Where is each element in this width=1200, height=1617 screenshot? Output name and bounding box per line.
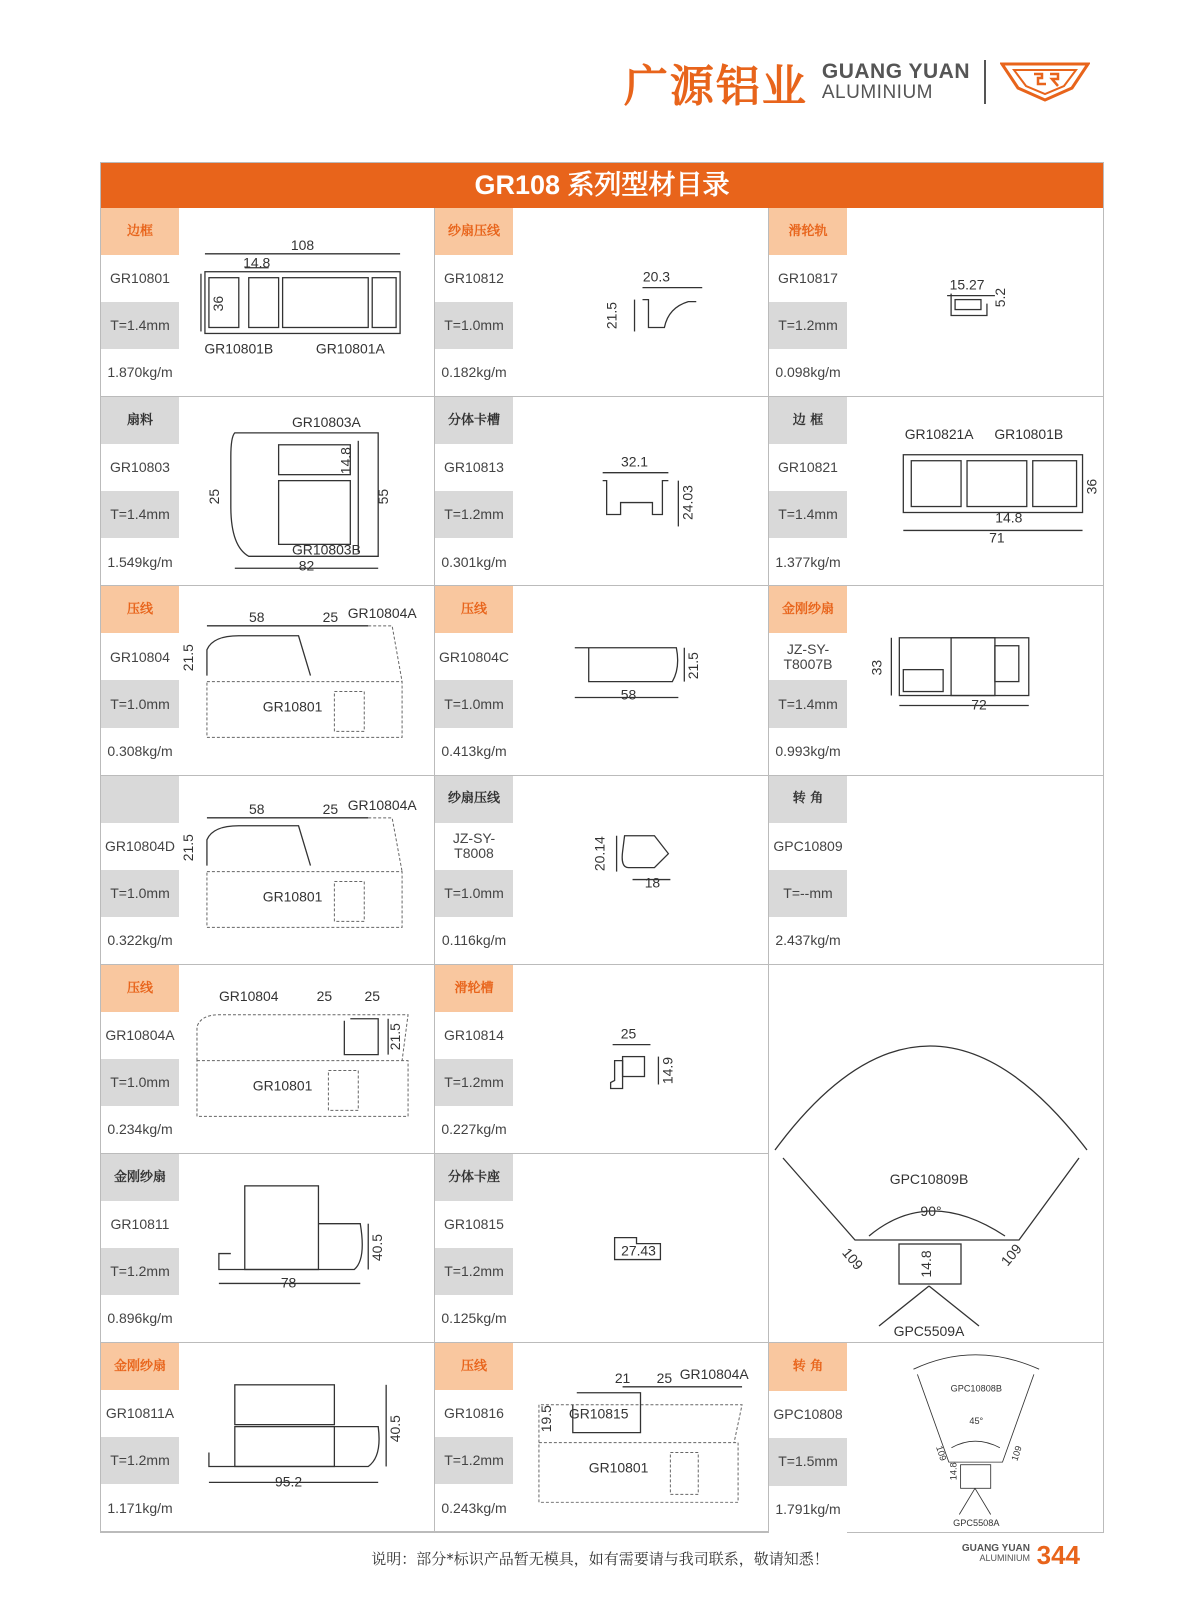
profile-drawing-svg [179, 1154, 434, 1342]
dimension-label: GPC5509A [893, 1322, 965, 1339]
dimension-label: 25 [322, 800, 339, 817]
profile-code: GR10811A [101, 1390, 179, 1437]
profile-drawing-svg [513, 965, 768, 1153]
profile-category: 压线 [101, 586, 179, 633]
footer-brand-line2: ALUMINIUM [979, 1553, 1030, 1563]
profile-info [769, 1343, 847, 1533]
profile-cell [101, 1343, 435, 1532]
dimension-label: 40.5 [387, 1415, 404, 1443]
brand-header [624, 52, 1090, 112]
dimension-label: 21.5 [685, 652, 702, 680]
profile-thickness: T=1.2mm [435, 491, 513, 538]
profile-cell [769, 586, 1103, 775]
dimension-label: 21.5 [179, 644, 196, 672]
dimension-label: 14.8 [243, 254, 271, 271]
profile-thickness: T=1.4mm [101, 491, 179, 538]
brand-name-cn: 广源铝业 [623, 61, 808, 112]
dimension-label: 109 [1009, 1444, 1024, 1463]
profile-thickness: T=1.2mm [101, 1248, 179, 1295]
profile-code: GR10812 [435, 255, 513, 302]
brand-logo-icon [1000, 60, 1090, 104]
profile-info [101, 1154, 179, 1342]
dimension-label: 25 [656, 1370, 673, 1387]
profile-category: 纱扇压线 [435, 776, 513, 823]
profile-category: 转 角 [769, 776, 847, 823]
profile-cell [435, 1343, 769, 1532]
profile-drawing [847, 1343, 1103, 1533]
dimension-label: 20.3 [642, 268, 670, 285]
dimension-label: 25 [620, 1025, 637, 1042]
dimension-label: GR10801A [315, 340, 385, 357]
dimension-label: 25 [364, 987, 380, 1004]
dimension-label: 95.2 [275, 1473, 303, 1490]
profile-code: GR10821 [769, 444, 847, 491]
profile-cell [101, 397, 435, 586]
profile-category: 金刚纱扇 [101, 1154, 179, 1201]
profile-category: 扇料 [101, 397, 179, 444]
dimension-label: 108 [290, 236, 315, 253]
profile-thickness: T=1.2mm [769, 302, 847, 349]
footer-brand-line1: GUANG YUAN [961, 1543, 1030, 1554]
profile-thickness: T=1.0mm [435, 680, 513, 727]
profile-thickness: T=1.5mm [769, 1438, 847, 1485]
brand-name-en-line2: ALUMINIUM [821, 82, 933, 104]
dimension-label: 18 [644, 874, 661, 891]
profile-cell [101, 776, 435, 965]
profile-info [101, 1343, 179, 1531]
catalog-grid [101, 208, 1103, 1533]
profile-code: GPC10808 [769, 1391, 847, 1438]
dimension-label: 14.8 [995, 509, 1023, 526]
dimension-label: 78 [280, 1274, 297, 1291]
profile-cell [435, 1154, 769, 1343]
profile-weight: 1.377kg/m [769, 538, 847, 585]
profile-cell [435, 586, 769, 775]
profile-drawing-svg [513, 1343, 768, 1531]
profile-category: 金刚纱扇 [101, 1343, 179, 1390]
dimension-label: 58 [248, 800, 265, 817]
profile-thickness: T=1.0mm [101, 1059, 179, 1106]
profile-category: 压线 [435, 1343, 513, 1390]
profile-category: 分体卡座 [435, 1154, 513, 1201]
profile-info [435, 776, 513, 964]
profile-code: GR10814 [435, 1012, 513, 1059]
profile-code: GR10803 [101, 444, 179, 491]
profile-thickness: T=1.4mm [769, 680, 847, 727]
profile-thickness: T=--mm [769, 870, 847, 917]
profile-thickness: T=1.0mm [101, 870, 179, 917]
profile-drawing [847, 586, 1103, 774]
dimension-label: 72 [971, 696, 987, 713]
profile-cell [435, 208, 769, 397]
profile-weight: 2.437kg/m [769, 917, 847, 964]
profile-drawing [179, 208, 434, 396]
profile-info [101, 208, 179, 396]
profile-drawing [513, 208, 768, 396]
profile-thickness: T=1.2mm [435, 1059, 513, 1106]
profile-weight: 0.098kg/m [769, 349, 847, 396]
dimension-label: 71 [989, 529, 1005, 546]
profile-drawing-svg [179, 965, 434, 1153]
brand-name-en [822, 61, 970, 103]
profile-thickness: T=1.0mm [101, 680, 179, 727]
dimension-label: 27.43 [621, 1242, 656, 1259]
dimension-label: 21.5 [603, 301, 620, 330]
dimension-label: 24.03 [679, 485, 696, 521]
corner-90-drawing [769, 776, 1103, 1344]
profile-thickness: T=1.2mm [435, 1437, 513, 1484]
dimension-label: 55 [375, 489, 392, 505]
dimension-label: 20.14 [591, 835, 608, 871]
profile-code: GR10801 [101, 255, 179, 302]
profile-thickness: T=1.2mm [435, 1248, 513, 1295]
dimension-label: 82 [298, 557, 315, 574]
dimension-label: GPC5508A [953, 1518, 1000, 1529]
dimension-label: 14.8 [337, 447, 354, 475]
dimension-label: GPC10808B [950, 1383, 1003, 1394]
profile-category: 纱扇压线 [435, 208, 513, 255]
profile-code: GR10817 [769, 255, 847, 302]
profile-code: JZ-SY-T8008 [435, 823, 513, 870]
dimension-label: 45° [969, 1416, 984, 1427]
profile-drawing [847, 208, 1103, 396]
profile-weight: 0.234kg/m [101, 1106, 179, 1153]
footer-brand [962, 1544, 1030, 1563]
dimension-label: 25 [322, 609, 339, 626]
profile-drawing [179, 586, 434, 774]
dimension-label: 40.5 [369, 1234, 386, 1262]
profile-code: GR10804A [101, 1012, 179, 1059]
profile-thickness: T=1.4mm [769, 491, 847, 538]
corner-45-drawing [847, 1343, 1103, 1533]
profile-drawing-svg [179, 776, 434, 964]
profile-info [101, 397, 179, 585]
dimension-label: GR10821A [904, 426, 974, 443]
profile-info [435, 965, 513, 1153]
dimension-label: GR10804A [347, 605, 417, 622]
page-number: 344 [1036, 1540, 1080, 1570]
profile-thickness: T=1.0mm [435, 870, 513, 917]
profile-drawing [179, 397, 434, 585]
corner-45-cell [769, 1343, 1103, 1533]
profile-drawing [179, 776, 434, 964]
profile-drawing [179, 1154, 434, 1342]
dimension-label: GPC10809B [889, 1170, 969, 1187]
dimension-label: GR10801 [262, 698, 323, 715]
profile-drawing [513, 776, 768, 964]
profile-drawing-svg [179, 208, 434, 396]
dimension-label: 21 [614, 1370, 631, 1387]
profile-category: 转 角 [769, 1343, 847, 1390]
dimension-label: 21.5 [179, 833, 196, 861]
profile-weight: 1.171kg/m [101, 1484, 179, 1531]
dimension-label: GR10803B [291, 541, 361, 558]
profile-thickness: T=1.2mm [101, 1437, 179, 1484]
profile-category: 分体卡槽 [435, 397, 513, 444]
dimension-label: GR10801B [204, 340, 274, 357]
dimension-label: 90° [920, 1202, 942, 1219]
dimension-label: 32.1 [620, 453, 649, 470]
profile-cell [769, 397, 1103, 586]
profile-drawing [513, 397, 768, 585]
profile-weight: 0.182kg/m [435, 349, 513, 396]
dimension-label: 25 [205, 489, 222, 505]
profile-weight: 0.301kg/m [435, 538, 513, 585]
dimension-label: 14.9 [659, 1056, 676, 1084]
profile-weight: 1.549kg/m [101, 538, 179, 585]
dimension-label: 33 [868, 660, 885, 676]
profile-weight: 0.125kg/m [435, 1295, 513, 1342]
profile-category: 滑轮槽 [435, 965, 513, 1012]
profile-weight: 0.993kg/m [769, 728, 847, 775]
profile-weight: 0.308kg/m [101, 728, 179, 775]
dimension-label: 19.5 [537, 1405, 554, 1433]
profile-weight: 1.870kg/m [101, 349, 179, 396]
profile-cell [435, 965, 769, 1154]
profile-info [101, 965, 179, 1153]
profile-code: GR10813 [435, 444, 513, 491]
dimension-label: GR10804A [347, 796, 417, 813]
dimension-label: GR10815 [568, 1405, 629, 1422]
profile-drawing [179, 1343, 434, 1531]
profile-drawing-svg [513, 586, 768, 774]
profile-drawing-svg [179, 1343, 434, 1531]
dimension-label: GR10801 [252, 1077, 313, 1094]
profile-category: 金刚纱扇 [769, 586, 847, 633]
profile-cell [101, 965, 435, 1154]
dimension-label: 21.5 [387, 1022, 404, 1051]
profile-weight: 0.116kg/m [435, 917, 513, 964]
catalog-title: GR108 系列型材目录 [101, 163, 1103, 208]
profile-drawing [513, 586, 768, 774]
profile-info [435, 208, 513, 396]
footer-note: 说明：部分*标识产品暂无模具，如有需要请与我司联系，敬请知悉！ [371, 1550, 829, 1568]
profile-code: GR10816 [435, 1390, 513, 1437]
profile-category: 滑轮轨 [769, 208, 847, 255]
profile-drawing [513, 1343, 768, 1531]
profile-code: GPC10809 [769, 823, 847, 870]
profile-code: JZ-SY-T8007B [769, 633, 847, 680]
profile-drawing-svg [513, 397, 768, 585]
profile-cell [435, 776, 769, 965]
profile-category: 压线 [101, 965, 179, 1012]
dimension-label: GR10803A [291, 414, 361, 431]
profile-info [435, 397, 513, 585]
profile-drawing [513, 1154, 768, 1342]
profile-cell [101, 208, 435, 397]
profile-thickness: T=1.4mm [101, 302, 179, 349]
dimension-label: 109 [839, 1244, 867, 1273]
dimension-label: 58 [248, 609, 265, 626]
profile-code: GR10804 [101, 633, 179, 680]
profile-drawing [847, 397, 1103, 585]
profile-category: 压线 [435, 586, 513, 633]
profile-info [435, 1154, 513, 1342]
profile-drawing [179, 965, 434, 1153]
profile-category: 边 框 [769, 397, 847, 444]
dimension-label: GR10804 [218, 987, 279, 1004]
profile-code: GR10815 [435, 1201, 513, 1248]
dimension-label: 14.8 [918, 1249, 934, 1278]
dimension-label: 109 [997, 1240, 1025, 1269]
dimension-label: 36 [1083, 479, 1100, 495]
profile-drawing-svg [847, 586, 1103, 774]
profile-weight: 0.413kg/m [435, 728, 513, 775]
profile-cell [769, 208, 1103, 397]
brand-name-en-line1: GUANG YUAN [821, 60, 970, 83]
dimension-label: 25 [316, 987, 333, 1004]
profile-weight: 0.322kg/m [101, 917, 179, 964]
profile-info [101, 776, 179, 964]
dimension-label: GR10801 [262, 888, 323, 905]
dimension-label: 109 [934, 1444, 949, 1463]
profile-category [101, 776, 179, 823]
dimension-label: 14.8 [948, 1462, 959, 1481]
profile-drawing-svg [847, 397, 1103, 585]
profile-info [435, 1343, 513, 1531]
dimension-label: 36 [209, 295, 226, 312]
brand-divider [984, 60, 986, 104]
profile-weight: 1.791kg/m [769, 1486, 847, 1533]
profile-drawing-svg [179, 586, 434, 774]
dimension-label: GR10801 [588, 1459, 649, 1476]
profile-cell [101, 1154, 435, 1343]
profile-drawing [513, 965, 768, 1153]
profile-info [769, 208, 847, 396]
profile-category: 边框 [101, 208, 179, 255]
dimension-label: GR10801B [994, 426, 1064, 443]
profile-cell [435, 397, 769, 586]
catalog-table [100, 162, 1104, 1533]
profile-info [435, 586, 513, 774]
profile-weight: 0.243kg/m [435, 1484, 513, 1531]
profile-cell [101, 586, 435, 775]
dimension-label: 58 [620, 686, 637, 703]
profile-drawing-svg [513, 208, 768, 396]
dimension-label: GR10804A [679, 1366, 749, 1383]
profile-drawing-svg [847, 208, 1103, 396]
profile-weight: 0.227kg/m [435, 1106, 513, 1153]
profile-drawing-svg [513, 776, 768, 964]
profile-weight: 0.896kg/m [101, 1295, 179, 1342]
profile-drawing-svg [179, 397, 434, 585]
profile-thickness: T=1.0mm [435, 302, 513, 349]
profile-info [101, 586, 179, 774]
profile-info [769, 586, 847, 774]
dimension-label: 15.27 [949, 276, 985, 293]
profile-info [769, 397, 847, 585]
profile-code: GR10804C [435, 633, 513, 680]
profile-code: GR10804D [101, 823, 179, 870]
profile-drawing-svg [513, 1154, 768, 1342]
profile-code: GR10811 [101, 1201, 179, 1248]
dimension-label: 5.2 [991, 287, 1008, 308]
